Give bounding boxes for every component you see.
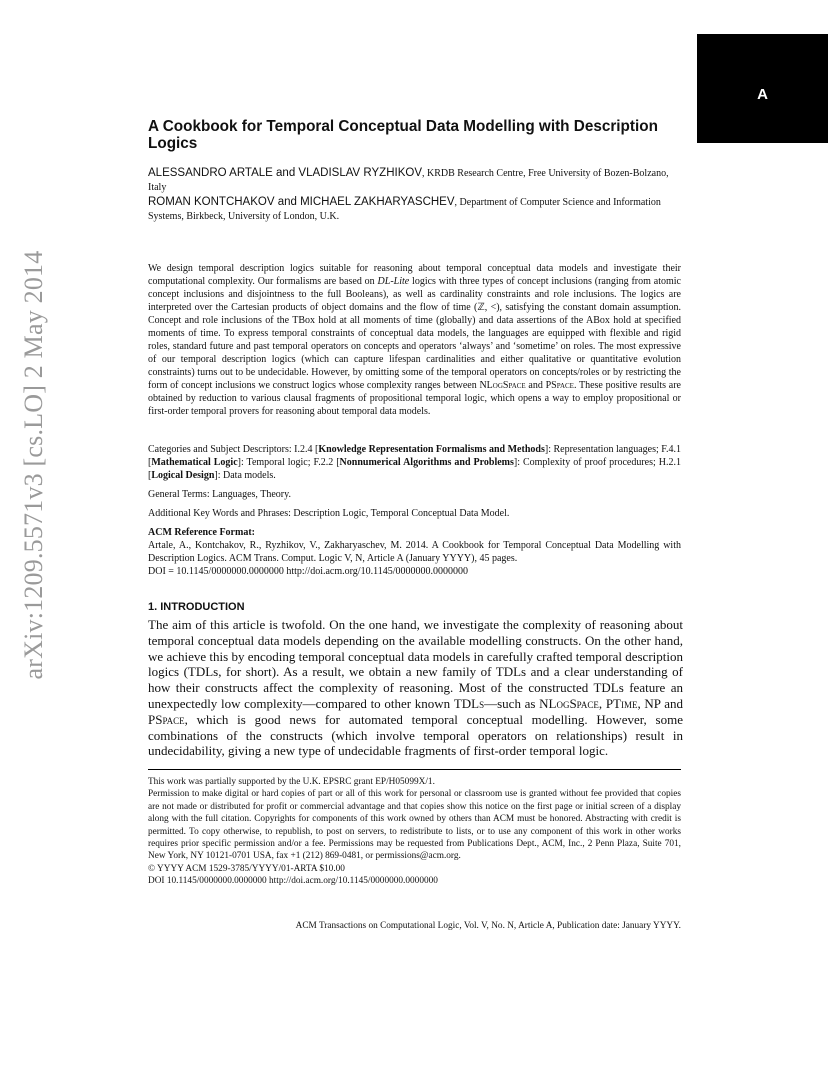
abstract [148,262,681,418]
ccs-text: ]: Data models. [214,470,276,481]
intro-text: , NP and [637,695,683,711]
ccs-bold: Logical Design [151,470,215,481]
abstract-dl-lite: DL-Lite [377,276,410,287]
ccs-text: ]: Representation languages; F.4.1 [ [148,444,682,468]
acm-reference-doi: DOI = 10.1145/0000000.0000000 http://doi.acm.org/10.1145/0000000.0000000 [148,566,468,577]
keywords: Additional Key Words and Phrases: Description Logic, Temporal Conceptual Data Model. [148,508,510,519]
intro-text: —such as [484,695,540,711]
introduction-paragraph [148,617,683,759]
abstract-pspace: PSpace [545,380,574,391]
acm-reference-heading: ACM Reference Format: [148,527,255,538]
abstract-text: We design temporal description logics suitable for reasoning about temporal conceptual data models and investigate their computational complexity. Our formalisms are based on [148,263,681,287]
abstract-text: logics with three types of concept inclusions (ranging from atomic concept inclusions and disjointness to the full Booleans), as well as cardinality constraints and role inclusions. The logics are interpreted over the Cartesian products of object domains and the flow of time (ℤ, <), satisfying the constant domain assumption. Concept and role inclusions of the TBox hold at all moments of time (globally) and data assertions of the ABox hold at specified moments of time. To express temporal constraints of conceptual data models, the languages are equipped with flexible and rigid roles, standard future and past temporal operators on concepts and operators ‘always’ and ‘sometime’ on roles. The most expressive of our temporal description logics (which can capture lifespan cardinalities and either qualitative or quantitative evolution constraints) turns out to be undecidable. However, by omitting some of the temporal operators on concepts/roles or by restricting the form of concept inclusions we construct logics whose complexity ranges between [148,276,681,391]
ccs-text: Categories and Subject Descriptors: I.2.4 [ [148,444,319,455]
intro-text: The aim of this article is twofold. On the one hand, we investigate the complexity of reasoning about temporal conceptual data models depending on the available modelling constructs. On the other hand, we achieve this by encoding temporal conceptual data models in carefully crafted temporal description logics (TDLs, for short). As a result, we obtain a new family of TDLs and a clear understanding of how their constructs affect the complexity of reasoning. Most of the constructed TDLs feature an unexpectedly low complexity—compared to other known [148,617,683,711]
paper-title: A Cookbook for Temporal Conceptual Data Modelling with Description Logics [148,118,658,152]
intro-pspace: PSpace [148,711,185,727]
intro-nlogspace: NLogSpace [539,695,599,711]
arxiv-sidebar-stamp: arXiv:1209.5571v3 [cs.LO] 2 May 2014 [19,250,48,680]
author-names-2: ROMAN KONTCHAKOV and MICHAEL ZAKHARYASCHEV [148,196,455,208]
running-footer: ACM Transactions on Computational Logic, Vol. V, No. N, Article A, Publication date: January YYYY. [295,921,681,931]
intro-tdls: TDLs [453,695,485,711]
article-letter: A [757,86,768,103]
ccs-bold: Knowledge Representation Formalisms and Methods [318,444,545,455]
abstract-nlogspace: NLogSpace [479,380,526,391]
intro-text: , which is good news for automated temporal conceptual modelling. However, some combinations of the constructs (which involve temporal operators on relationships) result in undecidability, giving a new type of undecidable fragments of first-order temporal logic. [148,711,683,759]
author-affiliation-2: , Department of Computer Science and Information Systems, Birkbeck, University of London, U.K. [148,197,661,222]
ccs-bold: Mathematical Logic [151,457,238,468]
abstract-text: and [525,380,546,391]
ccs-text: ]: Temporal logic; F.2.2 [ [237,457,340,468]
ccs-text: ]: Complexity of proof procedures; H.2.1 [ [148,457,681,481]
footnote-copyright: © YYYY ACM 1529-3785/YYYY/01-ARTA $10.00 [148,863,345,874]
footnote-grant: This work was partially supported by the U.K. EPSRC grant EP/H05099X/1. [148,777,435,787]
footnote-permission: Permission to make digital or hard copies of part or all of this work for personal or classroom use is granted without fee provided that copies are not made or distributed for profit or commercial advantage and that copies show this notice on the first page or initial screen of a display along with the full citation. Copyrights for components of this work owned by others than ACM must be honored. Abstracting with credit is permitted. To copy otherwise, to republish, to post on servers, to redistribute to lists, or to use any component of this work in other works requires prior specific permission and/or a fee. Permissions may be requested from Publications Dept., ACM, Inc., 2 Penn Plaza, Suite 701, New York, NY 10121-0701 USA, fax +1 (212) 869-0481, or permissions@acm.org. [148,789,681,862]
footnote-divider [148,769,681,770]
author-block [148,166,683,224]
categories-descriptors [148,443,681,482]
general-terms: General Terms: Languages, Theory. [148,489,291,500]
footnote-doi: DOI 10.1145/0000000.0000000 http://doi.acm.org/10.1145/0000000.0000000 [148,876,438,887]
ccs-bold: Nonnumerical Algorithms and Problems [339,457,514,468]
acm-reference-citation: Artale, A., Kontchakov, R., Ryzhikov, V., Zakharyaschev, M. 2014. A Cookbook for Temporal Conceptual Data Modelling with Description Logics. ACM Trans. Comput. Logic V, N, Article A (January YYYY), 45 pages. [148,540,681,564]
author-affiliation-1: , KRDB Research Centre, Free University of Bozen-Bolzano, Italy [148,168,669,193]
author-names-1: ALESSANDRO ARTALE and VLADISLAV RYZHIKOV [148,167,422,179]
acm-reference-format [148,526,681,578]
abstract-text: . These positive results are obtained by reduction to various clausal fragments of propositional temporal logic, which opens a way to employ propositional or first-order temporal provers for reasoning about temporal data models. [148,380,681,417]
section-heading-introduction: 1. INTRODUCTION [148,601,245,613]
footnotes [148,776,681,888]
intro-text: , [598,695,606,711]
intro-ptime: PTime [605,695,638,711]
article-tab-marker [697,34,828,143]
